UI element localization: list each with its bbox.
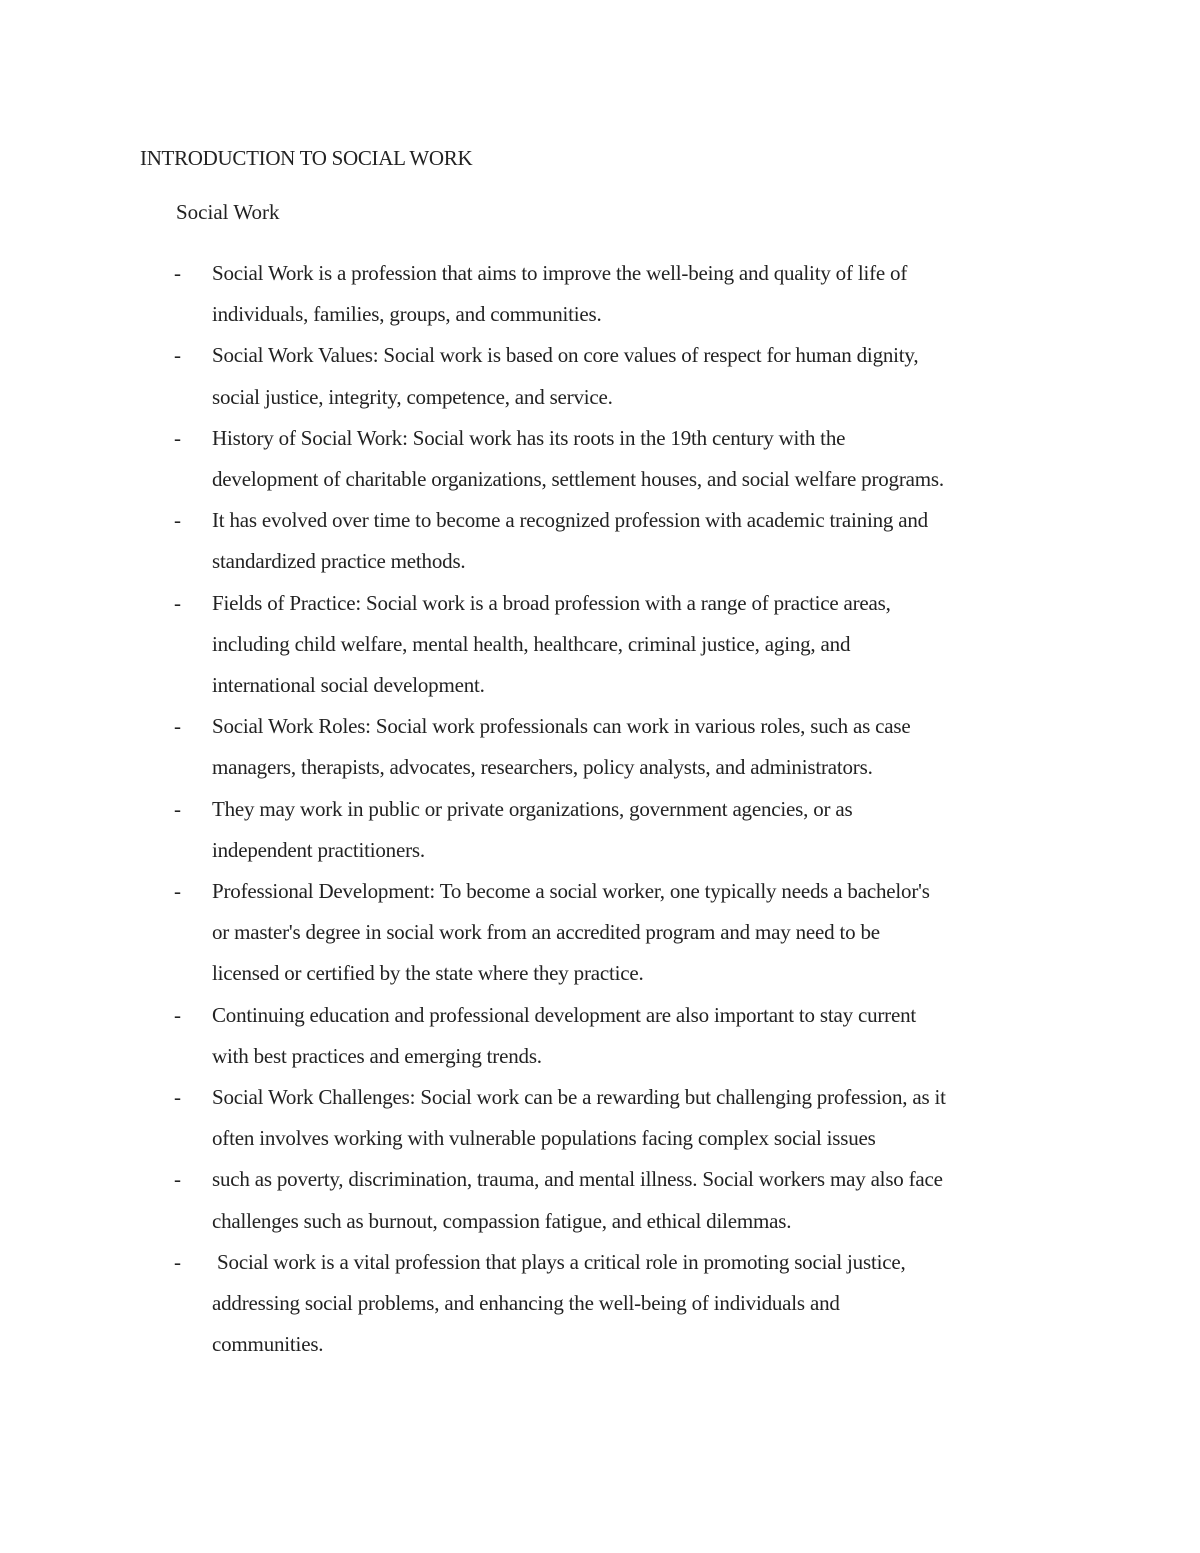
bullet-dash: - — [174, 425, 181, 450]
list-item — [174, 1159, 1064, 1241]
bullet-dash: - — [174, 1167, 181, 1192]
list-item-line: challenges such as burnout, compassion fatigue, and ethical dilemmas. — [212, 1208, 792, 1233]
bullet-dash: - — [174, 1085, 181, 1110]
list-item-line: Social Work Values: Social work is based on core values of respect for human dignity, — [212, 343, 919, 368]
section-heading: Social Work — [176, 200, 280, 224]
bullet-dash: - — [174, 508, 181, 533]
list-item — [174, 500, 1064, 582]
bullet-dash: - — [174, 796, 181, 821]
list-item — [174, 583, 1064, 707]
bullet-dash: - — [174, 714, 181, 739]
list-item — [174, 789, 1064, 871]
list-item-line: independent practitioners. — [212, 837, 425, 862]
list-item-line: social justice, integrity, competence, and service. — [212, 384, 613, 409]
list-item-line: Continuing education and professional development are also important to stay current — [212, 1002, 917, 1027]
list-item-line: individuals, families, groups, and communities. — [212, 302, 602, 327]
list-item-line: or master's degree in social work from an accredited program and may need to be — [212, 920, 880, 945]
list-item-line: Social Work Challenges: Social work can be a rewarding but challenging profession, as it — [212, 1085, 946, 1110]
list-item-line: managers, therapists, advocates, researchers, policy analysts, and administrators. — [212, 755, 873, 780]
bullet-dash: - — [174, 261, 181, 285]
list-item-line: It has evolved over time to become a recognized profession with academic training and — [212, 508, 928, 533]
list-item — [174, 706, 1064, 788]
list-item — [174, 1242, 1064, 1366]
list-item-line: with best practices and emerging trends. — [212, 1043, 542, 1068]
bullet-dash: - — [174, 1249, 181, 1274]
bullet-dash: - — [174, 590, 181, 615]
list-item-line: often involves working with vulnerable populations facing complex social issues — [212, 1126, 876, 1151]
list-item-line: development of charitable organizations, settlement houses, and social welfare programs. — [212, 467, 944, 492]
list-item — [174, 1077, 1064, 1159]
list-item-line: Social Work Roles: Social work professionals can work in various roles, such as case — [212, 714, 911, 739]
list-item — [174, 335, 1064, 417]
list-item-line: standardized practice methods. — [212, 549, 466, 574]
document-title: INTRODUCTION TO SOCIAL WORK — [140, 146, 473, 170]
list-item-line: including child welfare, mental health, healthcare, criminal justice, aging, and — [212, 631, 851, 656]
list-item-line: Social Work is a profession that aims to improve the well-being and quality of life of — [212, 261, 908, 285]
list-item-line: Fields of Practice: Social work is a broad profession with a range of practice areas, — [212, 590, 891, 615]
list-item — [174, 871, 1064, 995]
list-item-line: History of Social Work: Social work has its roots in the 19th century with the — [212, 425, 846, 450]
list-item-line: Social work is a vital profession that plays a critical role in promoting social justice, — [212, 1249, 906, 1274]
list-item-line: licensed or certified by the state where they practice. — [212, 961, 644, 986]
list-item-line: communities. — [212, 1332, 324, 1357]
list-item — [174, 995, 1064, 1077]
bullet-list — [174, 253, 1064, 1365]
list-item — [174, 253, 1064, 335]
bullet-dash: - — [174, 343, 181, 368]
list-item-line: international social development. — [212, 673, 485, 698]
bullet-dash: - — [174, 1002, 181, 1027]
list-item-line: Professional Development: To become a social worker, one typically needs a bachelor's — [212, 879, 930, 904]
list-item — [174, 418, 1064, 500]
list-item-line: such as poverty, discrimination, trauma, and mental illness. Social workers may also face — [212, 1167, 943, 1192]
bullet-dash: - — [174, 879, 181, 904]
list-item-line: addressing social problems, and enhancing the well-being of individuals and — [212, 1291, 840, 1316]
list-item-line: They may work in public or private organizations, government agencies, or as — [212, 796, 853, 821]
